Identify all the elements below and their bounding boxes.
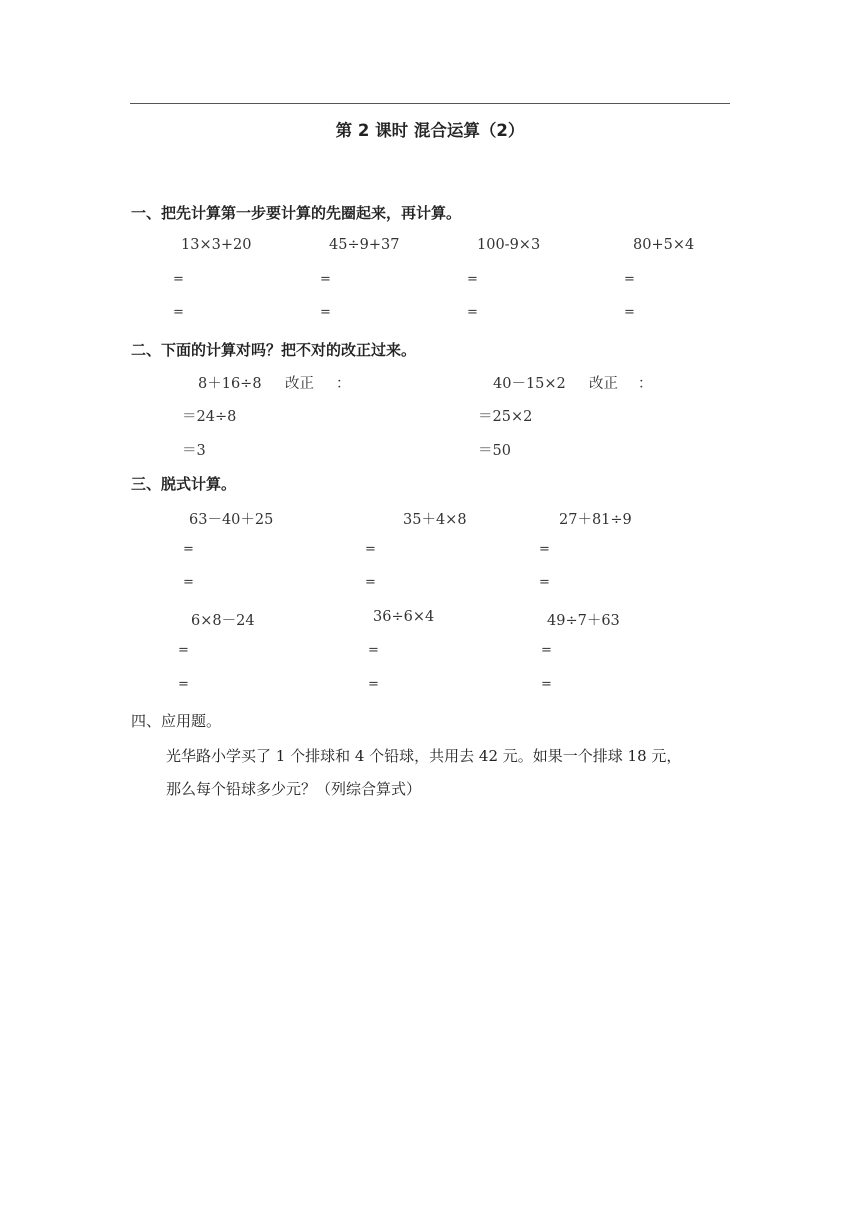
section-3-heading: 三、脱式计算。 xyxy=(131,475,237,493)
s1-problem-4: 80+5×4 xyxy=(633,237,695,253)
s3-problem-1: 63－40＋25 xyxy=(189,512,274,528)
s3-problem-2: 35＋4×8 xyxy=(403,512,467,528)
s3-equals: = xyxy=(365,575,376,590)
s1-equals: = xyxy=(173,272,184,287)
s2-item-2-step-2: ＝50 xyxy=(478,443,511,459)
s2-item-1-correct-label: 改正 xyxy=(285,376,314,392)
s3-equals: = xyxy=(541,643,552,658)
s2-item-2-colon: ： xyxy=(638,376,653,392)
s1-equals: = xyxy=(467,272,478,287)
s2-item-1-step-2: ＝3 xyxy=(182,443,206,459)
word-problem-line-2: 那么每个铅球多少元？（列综合算式） xyxy=(166,780,422,798)
s2-item-1-step-1: ＝24÷8 xyxy=(182,409,237,425)
word-problem-line-1: 光华路小学买了 1 个排球和 4 个铅球，共用去 42 元。如果一个排球 18 元， xyxy=(166,747,682,765)
s3-problem-5: 36÷6×4 xyxy=(373,609,435,625)
s3-equals: = xyxy=(183,575,194,590)
s2-item-2-step-1: ＝25×2 xyxy=(478,409,533,425)
s2-item-1-colon: ： xyxy=(336,376,351,392)
section-2-heading: 二、下面的计算对吗？把不对的改正过来。 xyxy=(131,341,417,359)
s1-equals: = xyxy=(320,305,331,320)
s1-equals: = xyxy=(320,272,331,287)
s2-item-1-expr: 8＋16÷8 xyxy=(198,376,262,392)
header-rule xyxy=(130,103,730,104)
s1-equals: = xyxy=(624,272,635,287)
s1-equals: = xyxy=(173,305,184,320)
s2-item-2-expr: 40－15×2 xyxy=(493,376,566,392)
s3-equals: = xyxy=(368,643,379,658)
s3-equals: = xyxy=(178,677,189,692)
s3-equals: = xyxy=(368,677,379,692)
s1-equals: = xyxy=(467,305,478,320)
s3-problem-6: 49÷7＋63 xyxy=(547,613,620,629)
section-1-heading: 一、把先计算第一步要计算的先圈起来，再计算。 xyxy=(131,204,462,222)
page-title: 第 2 课时 混合运算（2） xyxy=(335,121,525,140)
s3-problem-4: 6×8－24 xyxy=(191,613,255,629)
s3-equals: = xyxy=(365,542,376,557)
s1-problem-1: 13×3+20 xyxy=(181,237,252,253)
s1-equals: = xyxy=(624,305,635,320)
s3-equals: = xyxy=(183,542,194,557)
s3-equals: = xyxy=(178,643,189,658)
s3-equals: = xyxy=(539,542,550,557)
s1-problem-3: 100-9×3 xyxy=(477,237,541,253)
s3-equals: = xyxy=(539,575,550,590)
section-4-heading: 四、应用题。 xyxy=(131,712,222,730)
s1-problem-2: 45÷9+37 xyxy=(329,237,400,253)
s3-problem-3: 27＋81÷9 xyxy=(559,512,632,528)
s3-equals: = xyxy=(541,677,552,692)
s2-item-2-correct-label: 改正 xyxy=(589,376,618,392)
